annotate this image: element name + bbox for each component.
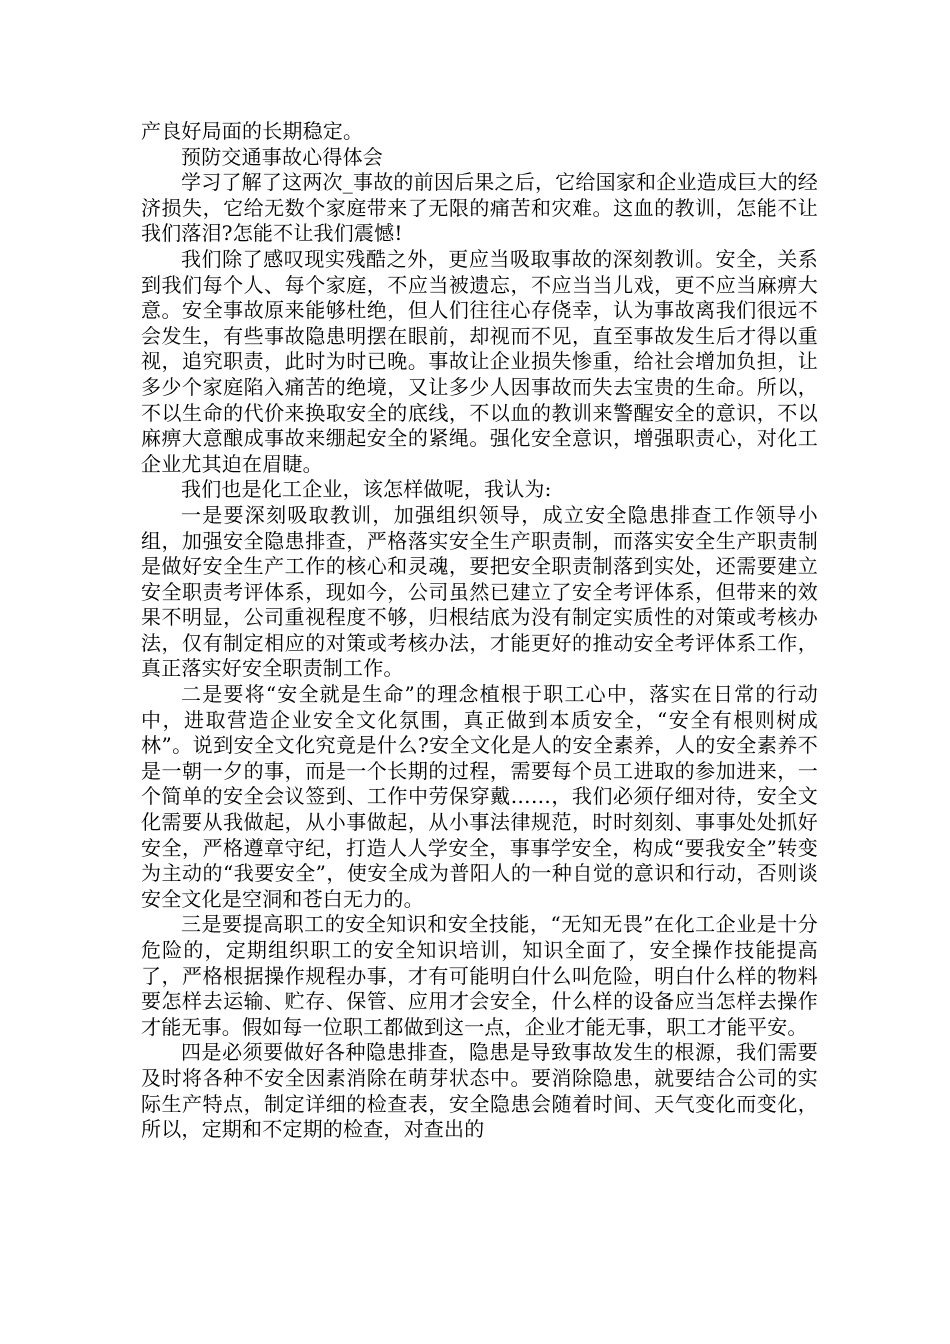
paragraph: 我们除了感叹现实残酷之外，更应当吸取事故的深刻教训。安全，关系到我们每个人、每个家庭，不应当被遗忘，不应当当儿戏，更不应当麻痹大意。安全事故原来能够杜绝，但人们往往心存侥幸，认为事故离我们很远不会发生，有些事故隐患明摆在眼前，却视而不见，直至事故发生后才得以重视，追究职责，此时为时已晚。事故让企业损失惨重，给社会增加负担，让多少个家庭陷入痛苦的绝境，又让多少人因事故而失去宝贵的生命。所以，不以生命的代价来换取安全的底线，不以血的教训来警醒安全的意识，不以麻痹大意酿成事故来绷起安全的紧绳。强化安全意识，增强职责心，对化工企业尤其迫在眉睫。 [141, 246, 818, 476]
paragraph: 四是必须要做好各种隐患排查，隐患是导致事故发生的根源，我们需要及时将各种不安全因素消除在萌芽状态中。要消除隐患，就要结合公司的实际生产特点，制定详细的检查表，安全隐患会随着时间、天气变化而变化，所以，定期和不定期的检查，对查出的 [141, 1040, 818, 1142]
paragraph: 一是要深刻吸取教训，加强组织领导，成立安全隐患排查工作领导小组，加强安全隐患排查，严格落实安全生产职责制，而落实安全生产职责制是做好安全生产工作的核心和灵魂，要把安全职责制落到实处，还需要建立安全职责考评体系，现如今，公司虽然已建立了安全考评体系，但带来的效果不明显，公司重视程度不够，归根结底为没有制定实质性的对策或考核办法，仅有制定相应的对策或考核办法，才能更好的推动安全考评体系工作，真正落实好安全职责制工作。 [141, 502, 818, 681]
paragraph: 二是要将“安全就是生命”的理念植根于职工心中，落实在日常的行动中，进取营造企业安全文化氛围，真正做到本质安全，“安全有根则树成林”。说到安全文化究竟是什么?安全文化是人的安全素养，人的安全素养不是一朝一夕的事，而是一个长期的过程，需要每个员工进取的参加进来，一个简单的安全会议签到、工作中劳保穿戴……，我们必须仔细对待，安全文化需要从我做起，从小事做起，从小事法律规范，时时刻刻、事事处处抓好安全，严格遵章守纪，打造人人学安全，事事学安全，构成“要我安全”转变为主动的“我要安全”，使安全成为普阳人的一种自觉的意识和行动，否则谈安全文化是空洞和苍白无力的。 [141, 682, 818, 911]
paragraph: 三是要提高职工的安全知识和安全技能，“无知无畏”在化工企业是十分危险的，定期组织职工的安全知识培训，知识全面了，安全操作技能提高了，严格根据操作规程办事，才有可能明白什么叫危险，明白什么样的物料要怎样去运输、贮存、保管、应用才会安全，什么样的设备应当怎样去操作才能无事。假如每一位职工都做到这一点，企业才能无事，职工才能平安。 [141, 912, 818, 1039]
document-body [141, 119, 818, 1143]
paragraph: 我们也是化工企业，该怎样做呢，我认为: [181, 477, 552, 502]
paragraph: 学习了解了这两次_事故的前因后果之后，它给国家和企业造成巨大的经济损失，它给无数个家庭带来了无限的痛苦和灾难。这血的教训，怎能不让我们落泪?怎能不让我们震憾! [141, 170, 818, 246]
section-title: 预防交通事故心得体会 [181, 144, 383, 169]
paragraph-continuation: 产良好局面的长期稳定。 [141, 119, 364, 143]
